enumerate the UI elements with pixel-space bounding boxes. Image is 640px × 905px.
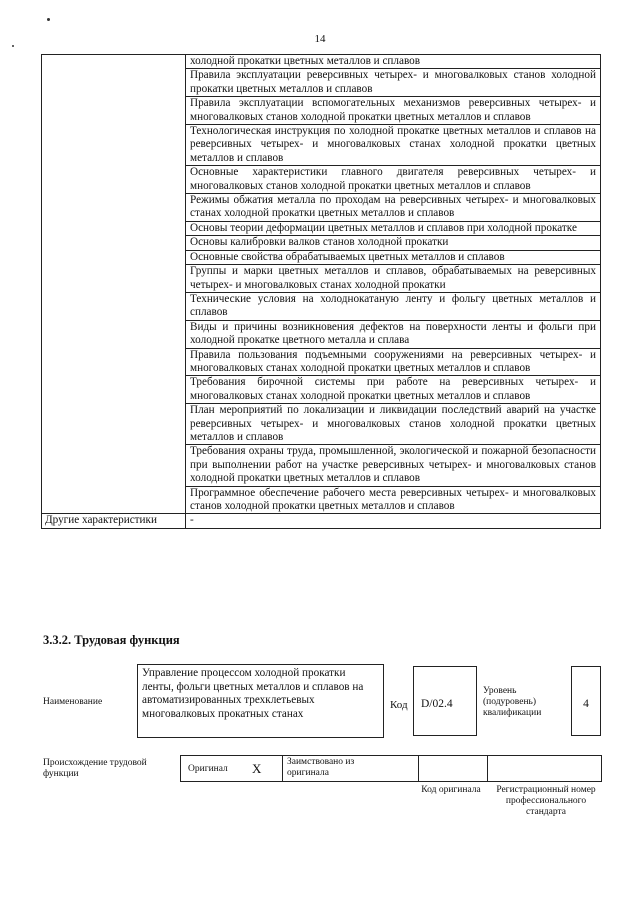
other-characteristics-label: Другие характеристики xyxy=(42,514,186,528)
requirement-item: Основы теории деформации цветных металлов и сплавов при холодной прокатке xyxy=(186,221,601,235)
requirement-item: Основные характеристики главного двигателя реверсивных четырех- и многовалковых станов холодной прокатки цветных металлов и сплавов xyxy=(186,166,601,194)
requirement-item: Технические условия на холоднокатаную ленту и фольгу цветных металлов и сплавов xyxy=(186,292,601,320)
section-heading: 3.3.2. Трудовая функция xyxy=(43,633,180,647)
requirement-item: Виды и причины возникновения дефектов на поверхности ленты и фольги при холодной прокатке цветного металла и сплава xyxy=(186,320,601,348)
name-label: Наименование xyxy=(43,697,103,707)
function-name-value: Управление процессом холодной прокатки ленты, фольги цветных металлов и сплавов на автоматизированных трехклетьевых многовалковых прокатных станах xyxy=(142,667,364,720)
level-value: 4 xyxy=(583,698,589,710)
requirement-item: Основные свойства обрабатываемых цветных металлов и сплавов xyxy=(186,250,601,264)
requirement-row xyxy=(42,55,601,69)
requirement-item: Режимы обжатия металла по проходам на реверсивных четырех- и многовалковых станах холодной прокатки цветных металлов и сплавов xyxy=(186,194,601,222)
requirement-item: Программное обеспечение рабочего места реверсивных четырех- и многовалковых станов холодной прокатки цветных металлов и сплавов xyxy=(186,486,601,514)
other-characteristics-row xyxy=(42,514,601,528)
requirement-item: Группы и марки цветных металлов и сплавов, обрабатываемых на реверсивных четырех- и многовалковых станах холодной прокатки xyxy=(186,265,601,293)
requirements-table xyxy=(41,54,601,529)
level-box xyxy=(571,666,601,736)
code-value: D/02.4 xyxy=(421,698,453,710)
level-label: Уровень (подуровень) квалификации xyxy=(483,686,542,718)
requirement-item: холодной прокатки цветных металлов и сплавов xyxy=(186,55,601,69)
name-box xyxy=(137,664,384,738)
code-label: Код xyxy=(390,699,408,711)
requirement-item: Требования бирочной системы при работе на реверсивных четырех- и многовалковых станах холодной прокатки цветных металлов и сплавов xyxy=(186,376,601,404)
requirement-item: Правила эксплуатации вспомогательных механизмов реверсивных четырех- и многовалковых станов холодной прокатки цветных металлов и сплавов xyxy=(186,97,601,125)
page-number: 14 xyxy=(314,33,326,45)
scan-speck xyxy=(47,18,50,21)
requirement-item: Требования охраны труда, промышленной, экологической и пожарной безопасности при выполнении работ на участке реверсивных четырех- и многовалковых станов холодной прокатки цветных металлов и сплавов xyxy=(186,445,601,486)
requirement-item: Правила эксплуатации реверсивных четырех- и многовалковых станов холодной прокатки цветных металлов и сплавов xyxy=(186,69,601,97)
original-code-caption: Код оригинала xyxy=(421,785,481,795)
original-mark: X xyxy=(252,761,262,776)
scan-speck xyxy=(12,45,14,47)
requirement-item: Технологическая инструкция по холодной прокатке цветных металлов и сплавов на реверсивных четырех- и многовалковых станах холодной прокатки цветных металлов и сплавов xyxy=(186,125,601,166)
requirement-item: Основы калибровки валков станов холодной прокатки xyxy=(186,236,601,250)
origin-divider xyxy=(418,756,419,781)
requirement-item: План мероприятий по локализации и ликвидации последствий аварий на участке реверсивных четырех- и многовалковых станов холодной прокатки цветных металлов и сплавов xyxy=(186,404,601,445)
other-characteristics-value: - xyxy=(186,514,601,528)
origin-label: Происхождение трудовой функции xyxy=(43,758,147,779)
code-box xyxy=(413,666,477,736)
origin-divider xyxy=(282,756,283,781)
required-knowledge-label-cell xyxy=(42,55,186,514)
origin-table xyxy=(180,755,602,782)
original-label: Оригинал xyxy=(188,764,228,774)
borrowed-label: Заимствовано из оригинала xyxy=(287,757,355,778)
reg-number-caption: Регистрационный номер профессионального стандарта xyxy=(496,785,596,817)
requirement-item: Правила пользования подъемными сооружениями на реверсивных четырех- и многовалковых станах холодной прокатки цветных металлов и сплавов xyxy=(186,348,601,376)
origin-divider xyxy=(487,756,488,781)
